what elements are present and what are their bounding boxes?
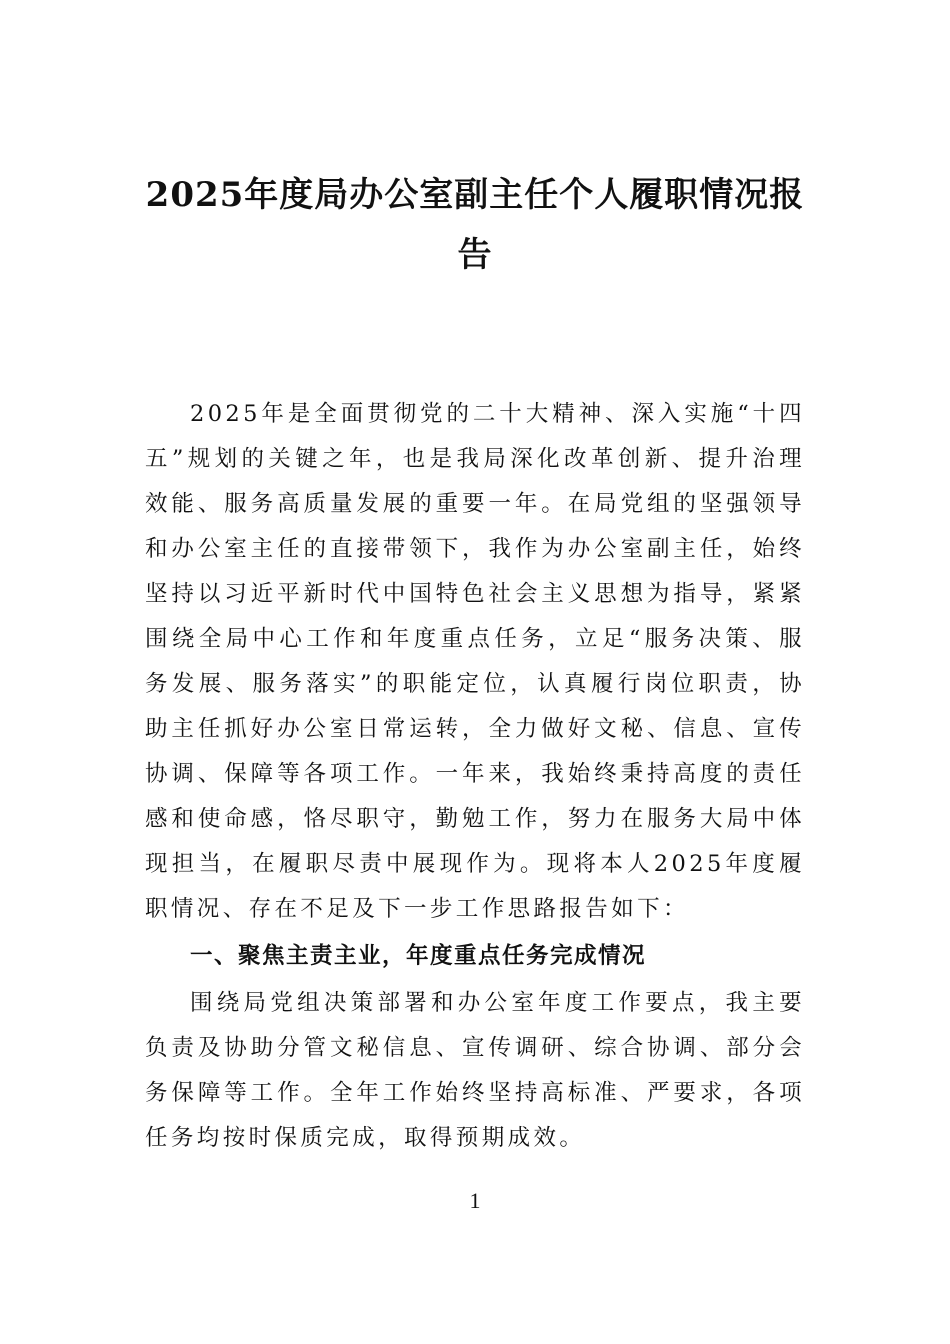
section-heading: 一、聚焦主责主业，年度重点任务完成情况	[190, 943, 647, 969]
intro-paragraph: 2025年是全面贯彻党的二十大精神、深入实施“十四五”规划的关键之年，也是我局深化改革创新、提升治理效能、服务高质量发展的重要一年。在局党组的坚强领导和办公室主任的直接带领下，我作为办公室副主任，始终坚持以习近平新时代中国特色社会主义思想为指导，紧紧围绕全局中心工作和年度重点任务，立足“服务决策、服务发展、服务落实”的职能定位，认真履行岗位职责，协助主任抓好办公室日常运转，全力做好文秘、信息、宣传协调、保障等各项工作。一年来，我始终秉持高度的责任感和使命感，恪尽职守，勤勉工作，努力在服务大局中体现担当，在履职尽责中展现作为。现将本人2025年度履职情况、存在不足及下一步工作思路报告如下：	[145, 401, 805, 922]
page-number: 1	[469, 1188, 481, 1213]
section-paragraph: 围绕局党组决策部署和办公室年度工作要点，我主要负责及协助分管文秘信息、宣传调研、综合协调、部分会务保障等工作。全年工作始终坚持高标准、严要求，各项任务均按时保质完成，取得预期成效。	[145, 990, 805, 1151]
document-body	[145, 392, 805, 1161]
document-title: 2025年度局办公室副主任个人履职情况报告	[145, 175, 805, 275]
